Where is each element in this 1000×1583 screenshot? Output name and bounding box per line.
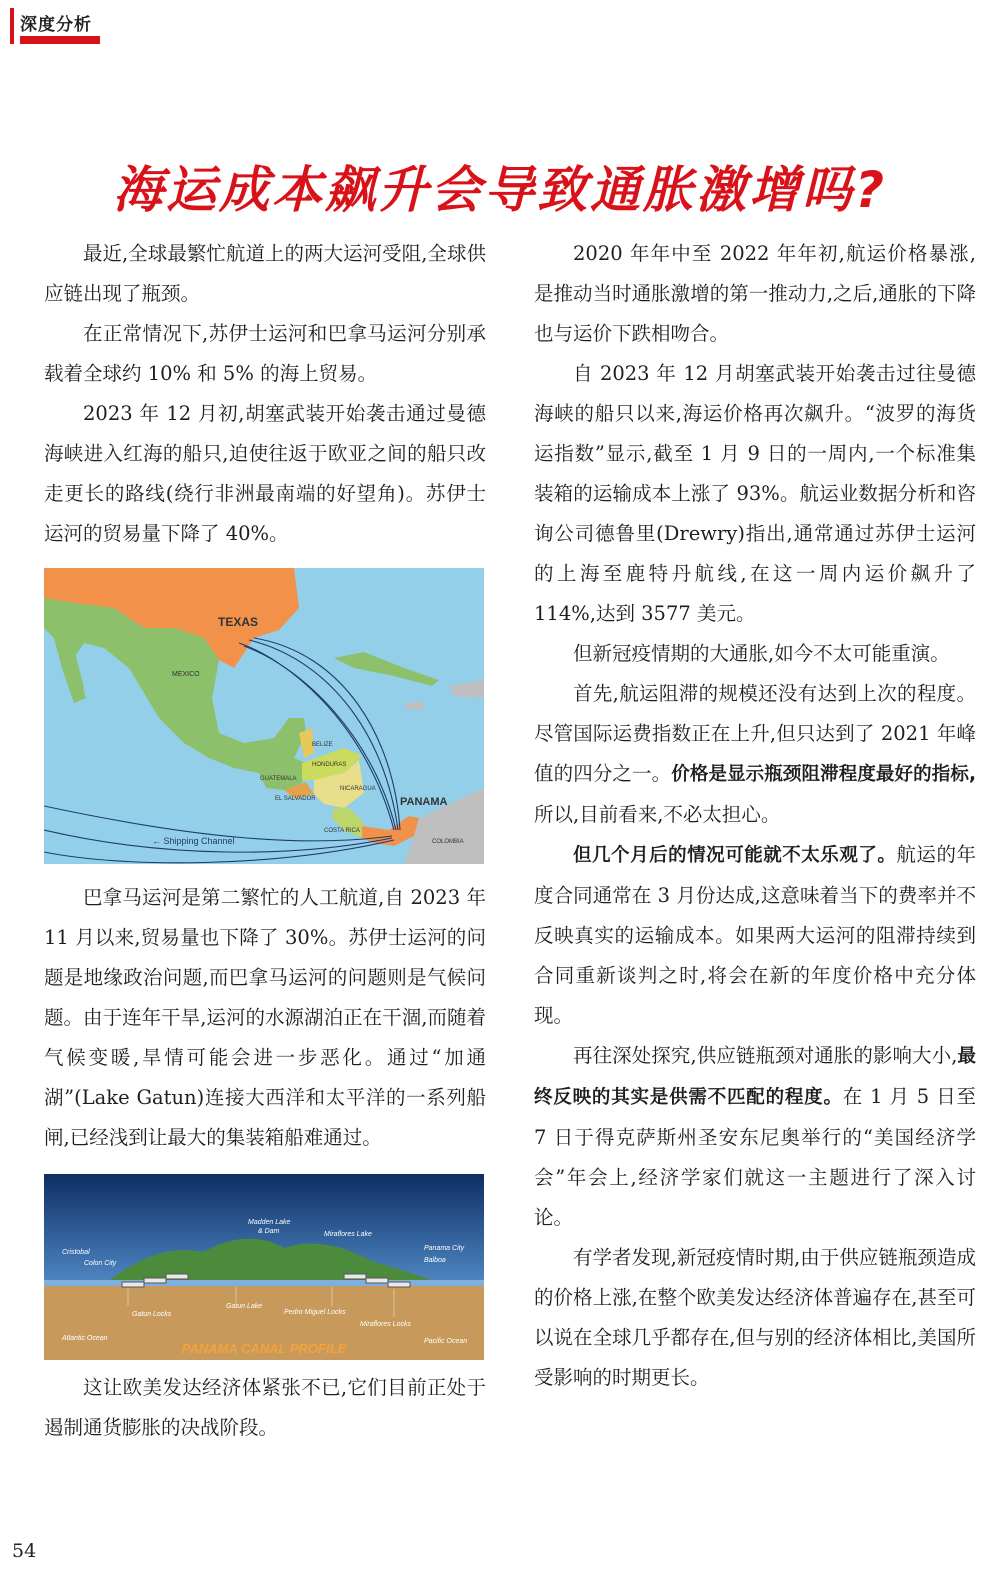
paragraph: 有学者发现,新冠疫情时期,由于供应链瓶颈造成的价格上涨,在整个欧美发达经济体普遍存在,甚至可以说在全球几乎都存在,但与别的经济体相比,美国所受影响的时期更长。 bbox=[534, 1246, 976, 1389]
map-graphic bbox=[44, 568, 484, 864]
section-tag-bar bbox=[10, 8, 14, 44]
section-tag bbox=[10, 8, 92, 44]
right-column bbox=[534, 234, 976, 1398]
canal-label-pacific: Pacific Ocean bbox=[424, 1338, 468, 1345]
map-label-el-salvador: EL SALVADOR bbox=[275, 796, 316, 802]
canal-label-madden: Madden Lake bbox=[248, 1219, 291, 1226]
canal-caption: PANAMA CANAL PROFILE bbox=[181, 1341, 347, 1356]
canal-label-gatun-lake: Gatun Lake bbox=[226, 1303, 263, 1310]
map-label-texas: TEXAS bbox=[218, 615, 259, 629]
map-label-belize: BELIZE bbox=[312, 742, 333, 748]
map-label-guatemala: GUATEMALA bbox=[260, 776, 297, 782]
text-run: 再往深处探究,供应链瓶颈对通胀的影响大小, bbox=[573, 1044, 958, 1067]
paragraph bbox=[534, 674, 976, 835]
canal-label-cristobal: Cristobal bbox=[62, 1249, 90, 1256]
canal-label-balboa: Balboa bbox=[424, 1257, 446, 1264]
map-label-mexico: MEXICO bbox=[172, 671, 200, 678]
paragraph: 2023 年 12 月初,胡塞武装开始袭击通过曼德海峡进入红海的船只,迫使往返于欧亚之间的船只改走更长的路线(绕行非洲最南端的好望角)。苏伊士运河的贸易量下降了 40%。 bbox=[44, 402, 486, 545]
section-underline bbox=[20, 36, 100, 44]
canal-label-colon: Colon City bbox=[84, 1260, 117, 1267]
highlight-text: 价格是显示瓶颈阻滞程度最好的指标, bbox=[671, 764, 976, 785]
text-run: 航运的年度合同通常在 3 月份达成,这意味着当下的费率并不反映真实的运输成本。如果两大运河的阻滞持续到合同重新谈判之时,将会在新的年度价格中充分体现。 bbox=[534, 843, 976, 1027]
page-number: 54 bbox=[12, 1540, 37, 1562]
map-label-nicaragua: NICARAGUA bbox=[340, 786, 376, 792]
text-run: 所以,目前看来,不必太担心。 bbox=[534, 803, 781, 826]
left-column bbox=[44, 234, 486, 1448]
article-title: 海运成本飙升会导致通胀激增吗? bbox=[112, 161, 887, 219]
map-label-shipping: ← Shipping Channel bbox=[152, 836, 235, 846]
map-label-colombia: COLOMBIA bbox=[432, 839, 464, 845]
paragraph bbox=[534, 835, 976, 1036]
paragraph: 最近,全球最繁忙航道上的两大运河受阻,全球供应链出现了瓶颈。 bbox=[44, 242, 486, 305]
paragraph: 巴拿马运河是第二繁忙的人工航道,自 2023 年 11 月以来,贸易量也下降了 30%。苏伊士运河的问题是地缘政治问题,而巴拿马运河的问题则是气候问题。由于连年干旱,运河的水源湖泊正在干涸,而随着气候变暖,旱情可能会进一步恶化。通过“加通湖”(Lake Gatun)连接大西洋和太平洋的一系列船闸,已经浅到让最大的集装箱船难通过。 bbox=[44, 886, 486, 1149]
paragraph: 2020 年年中至 2022 年年初,航运价格暴涨,是推动当时通胀激增的第一推动力,之后,通胀的下降也与运价下跌相吻合。 bbox=[534, 242, 976, 345]
paragraph: 在正常情况下,苏伊士运河和巴拿马运河分别承载着全球约 10% 和 5% 的海上贸易。 bbox=[44, 322, 486, 385]
text-run: 首先,航运阻滞的规模还没有达到上次的程度。尽管国际运费指数正在上升,但只达到了 2021 年峰值的四分之一。 bbox=[534, 682, 976, 785]
canal-label-atlantic: Atlantic Ocean bbox=[62, 1335, 108, 1342]
canal-label-miraflores-lake: Miraflores Lake bbox=[324, 1231, 372, 1238]
central-america-map bbox=[44, 568, 484, 864]
canal-graphic bbox=[44, 1174, 484, 1360]
canal-label-pedro: Pedro Miguel Locks bbox=[284, 1309, 346, 1316]
paragraph: 但新冠疫情期的大通胀,如今不太可能重演。 bbox=[573, 642, 950, 665]
canal-label-panama-city: Panama City bbox=[424, 1245, 465, 1252]
map-label-panama: PANAMA bbox=[400, 796, 448, 808]
map-label-honduras: HONDURAS bbox=[312, 762, 347, 768]
map-label-costa-rica: COSTA RICA bbox=[324, 828, 360, 834]
section-label: 深度分析 bbox=[20, 15, 92, 35]
canal-profile-figure bbox=[44, 1174, 484, 1360]
canal-label-miraflores-locks: Miraflores Locks bbox=[360, 1321, 411, 1328]
highlight-text: 最终反映的其实是供需不匹配的程度。 bbox=[534, 1046, 976, 1108]
paragraph bbox=[534, 1036, 976, 1238]
highlight-text: 但几个月后的情况可能就不太乐观了。 bbox=[573, 845, 897, 866]
canal-label-gatun-locks: Gatun Locks bbox=[132, 1311, 172, 1318]
text-run: 在 1 月 5 日至 7 日于得克萨斯州圣安东尼奥举行的“美国经济学会”年会上,经济学家们就这一主题进行了深入讨论。 bbox=[534, 1085, 976, 1229]
paragraph: 这让欧美发达经济体紧张不已,它们目前正处于遏制通货膨胀的决战阶段。 bbox=[44, 1376, 486, 1439]
paragraph: 自 2023 年 12 月胡塞武装开始袭击过往曼德海峡的船只以来,海运价格再次飙升。“波罗的海货运指数”显示,截至 1 月 9 日的一周内,一个标准集装箱的运输成本上涨了 93%。航运业数据分析和咨询公司德鲁里(Drewry)指出,通常通过苏伊士运河的上海至鹿特丹航线,在这一周内运价飙升了 114%,达到 3577 美元。 bbox=[534, 362, 976, 625]
canal-label-madden-dam: & Dam bbox=[258, 1228, 280, 1235]
